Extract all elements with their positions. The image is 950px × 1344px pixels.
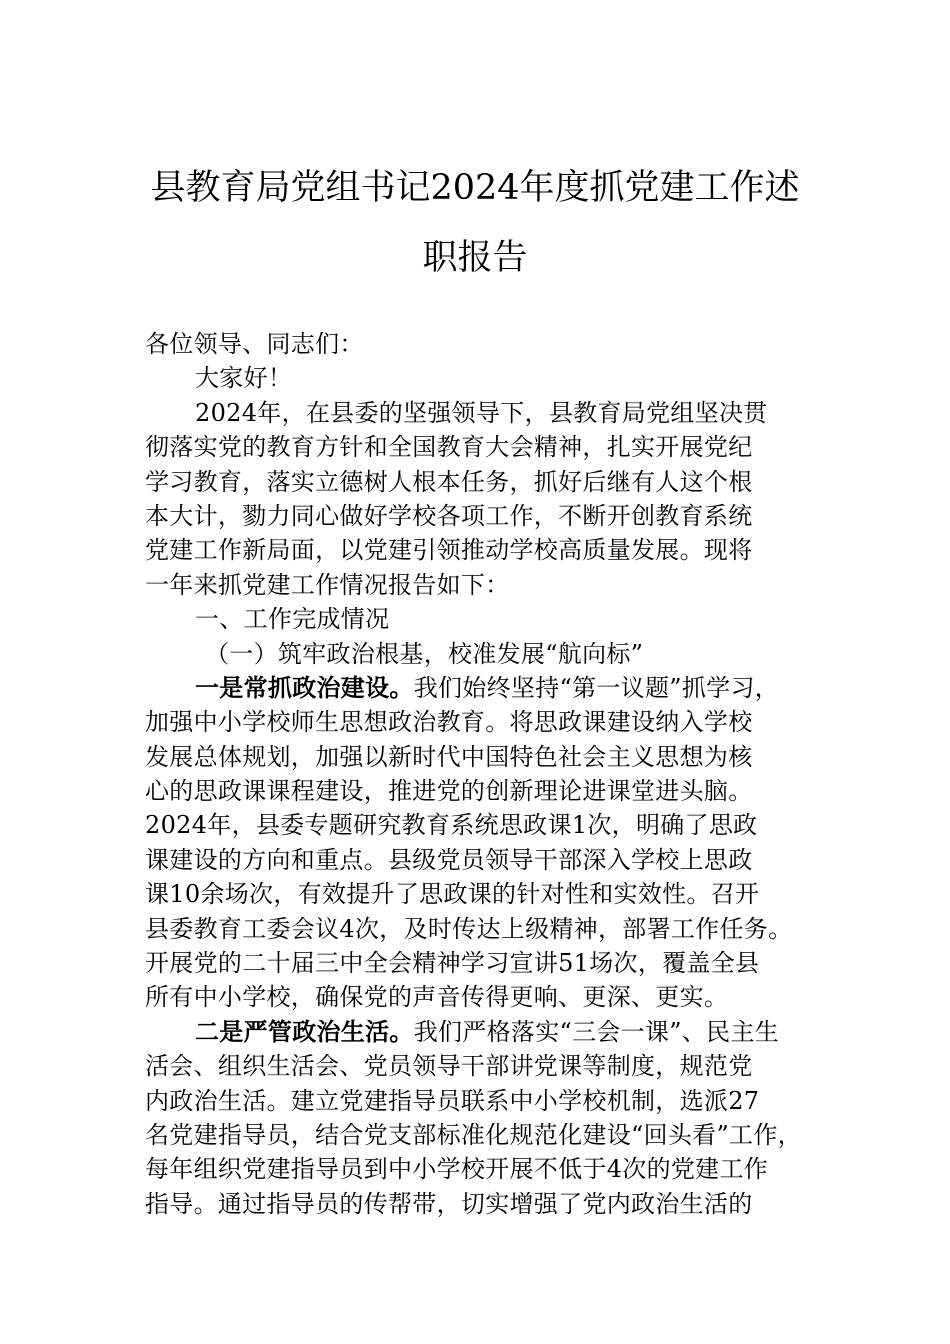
document-body [145,327,835,1221]
body-line [145,877,835,911]
body-line [145,465,835,499]
body-line-text: （一）筑牢政治根基，校准发展“航向标” [205,639,644,668]
body-line-text: 本大计，勠力同心做好学校各项工作，不断开创教育系统 [145,501,753,530]
body-line-text: 我们严格落实“三会一课”、民主生 [413,1017,780,1046]
body-line [145,1015,835,1049]
body-line-text: 县委教育工委会议4次，及时传达上级精神，部署工作任务。 [145,914,793,943]
body-line [145,1049,835,1083]
body-line-text: 课建设的方向和重点。县级党员领导干部深入学校上思政 [145,845,753,874]
body-line-text: 指导。通过指导员的传帮带，切实增强了党内政治生活的 [145,1189,753,1218]
body-line [145,327,835,361]
body-line-text: 彻落实党的教育方针和全国教育大会精神，扎实开展党纪 [145,433,753,462]
body-line [145,808,835,842]
body-line-text: 大家好！ [195,364,293,393]
body-line-text: 心的思政课课程建设，推进党的创新理论进课堂进头脑。 [145,777,753,806]
bold-lead-phrase: 二是严管政治生活。 [195,1016,414,1046]
body-line-text: 一、工作完成情况 [195,605,390,634]
document-title-line-2: 职报告 [422,238,528,278]
body-line [145,396,835,430]
body-line-text: 党建工作新局面，以党建引领推动学校高质量发展。现将 [145,536,753,565]
body-line [145,499,835,533]
bold-lead-phrase: 一是常抓政治建设。 [195,672,414,702]
body-line [145,568,835,602]
body-line [145,1187,835,1221]
body-line-text: 内政治生活。建立党建指导员联系中小学校机制，选派27 [145,1086,760,1115]
body-line-text: 学习教育，落实立德树人根本任务，抓好后继有人这个根 [145,467,753,496]
body-line-text: 2024年，县委专题研究教育系统思政课1次，明确了思政 [145,811,758,840]
body-line [145,843,835,877]
body-line-text: 课10余场次，有效提升了思政课的针对性和实效性。召开 [145,880,760,909]
body-line [145,946,835,980]
body-line-text: 我们始终坚持“第一议题”抓学习， [413,673,780,702]
body-line-text: 2024年，在县委的坚强领导下，县教育局党组坚决贯 [195,398,768,427]
body-line [145,1084,835,1118]
body-line [145,1118,835,1152]
body-line [145,361,835,395]
body-line-text: 活会、组织生活会、党员领导干部讲党课等制度，规范党 [145,1052,753,1081]
body-line [145,1152,835,1186]
body-line [145,671,835,705]
body-line [145,912,835,946]
body-line [145,533,835,567]
body-line [145,430,835,464]
body-line [145,637,835,671]
body-line-text: 每年组织党建指导员到中小学校开展不低于4次的党建工作 [145,1155,769,1184]
body-line-text: 一年来抓党建工作情况报告如下： [145,570,510,599]
body-line [145,705,835,739]
body-line-text: 各位领导、同志们： [145,330,364,358]
document-title-line-1: 县教育局党组书记2024年度抓党建工作述 [150,168,800,208]
body-line [145,980,835,1014]
body-line-text: 所有中小学校，确保党的声音传得更响、更深、更实。 [145,983,729,1012]
body-line [145,740,835,774]
body-line-text: 加强中小学校师生思想政治教育。将思政课建设纳入学校 [145,708,753,737]
body-line [145,774,835,808]
body-line-text: 发展总体规划，加强以新时代中国特色社会主义思想为核 [145,742,753,771]
body-line-text: 名党建指导员，结合党支部标准化规范化建设“回头看”工作， [145,1120,802,1149]
body-line-text: 开展党的二十届三中全会精神学习宣讲51场次，覆盖全县 [145,949,760,978]
body-line [145,602,835,636]
